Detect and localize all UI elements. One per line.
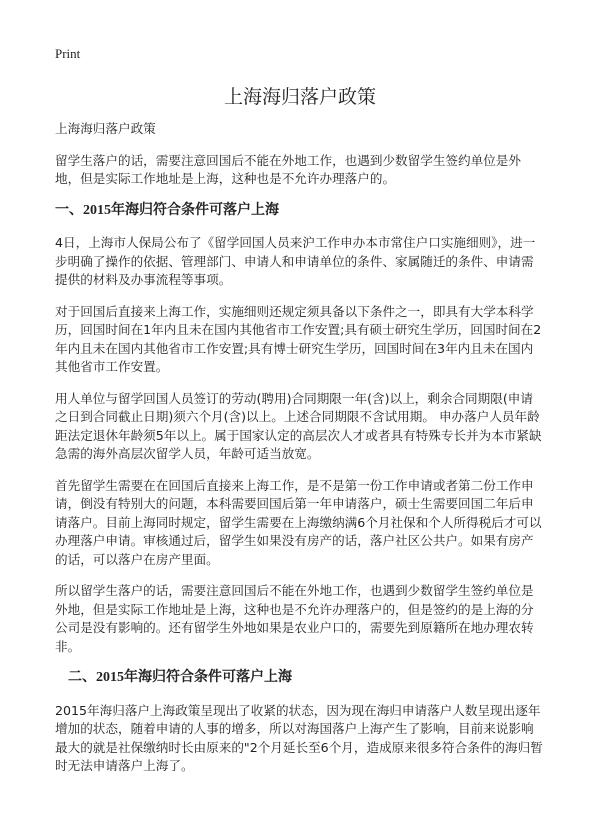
article-body: [55, 120, 543, 789]
paragraph: 所以留学生落户的话，需要注意回国后不能在外地工作，也遇到少数留学生签约单位是外地，但是实际工作地址是上海，这种也是不允许办理落户的，但是签约的是上海的分公司是没有影响的。还有留学生外地如果是农业户口的，需要先到原籍所在地办理农转非。: [55, 583, 534, 654]
section-heading: 二、2015年海归符合条件可落户上海: [68, 670, 292, 685]
subtitle: 上海海归落户政策: [55, 121, 156, 136]
paragraph: 4日，上海市人保局公布了《留学回国人员来沪工作申办本市常住户口实施细则》，进一步明确了操作的依据、管理部门、申请人和申请单位的条件、家属随迁的条件、申请需提供的材料及办事流程等事项。: [55, 235, 536, 287]
paragraph: 留学生落户的话，需要注意回国后不能在外地工作，也遇到少数留学生签约单位是外地，但是实际工作地址是上海，这种也是不允许办理落户的。: [55, 152, 521, 186]
paragraph: 2015年海归落户上海政策呈现出了收紧的状态，因为现在海归申请落户人数呈现出逐年增加的状态，随着申请的人事的增多，所以对海国落户上海产生了影响，目前来说影响最大的就是社保缴纳时长由原来的"2个月延长至6个月，造成原来很多符合条件的海归暂时无法申请落户上海了。: [55, 702, 543, 773]
paragraph: 对于回国后直接来上海工作，实施细则还规定须具备以下条件之一，即具有大学本科学历，回国时间在1年内且未在国内其他省市工作安置;具有硕士研究生学历，回国时间在2年内且未在国内其他省市工作安置;具有博士研究生学历，回国时间在3年内且未在国内其他省市工作安置。: [55, 303, 542, 374]
page-title: 上海海归落户政策: [223, 87, 376, 108]
print-link[interactable]: Print: [55, 46, 81, 61]
section-heading: 一、2015年海归符合条件可落户上海: [55, 202, 279, 218]
paragraph: 用人单位与留学回国人员签订的劳动(聘用)合同期限一年(含)以上，剩余合同期限(申请之日到合同截止日期)须六个月(含)以上。上述合同期限不含试用期。 申办落户人员年龄距法定退休年龄须5年以上。属于国家认定的高层次人才或者具有特殊专长并为本市紧缺急需的海外高层次留学人员，年龄可适当放宽。: [55, 390, 542, 461]
paragraph: 首先留学生需要在在回国后直接来上海工作，是不是第一份工作申请或者第二份工作申请，倒没有特别大的问题，本科需要回国后第一年申请落户，硕士生需要回国二年后申请落户。目前上海同时规定，留学生需要在上海缴纳满6个月社保和个人所得税后才可以办理落户申请。审核通过后，留学生如果没有房产的话，落户社区公共户。如果有房产的话，可以落户在房产里面。: [55, 477, 542, 567]
